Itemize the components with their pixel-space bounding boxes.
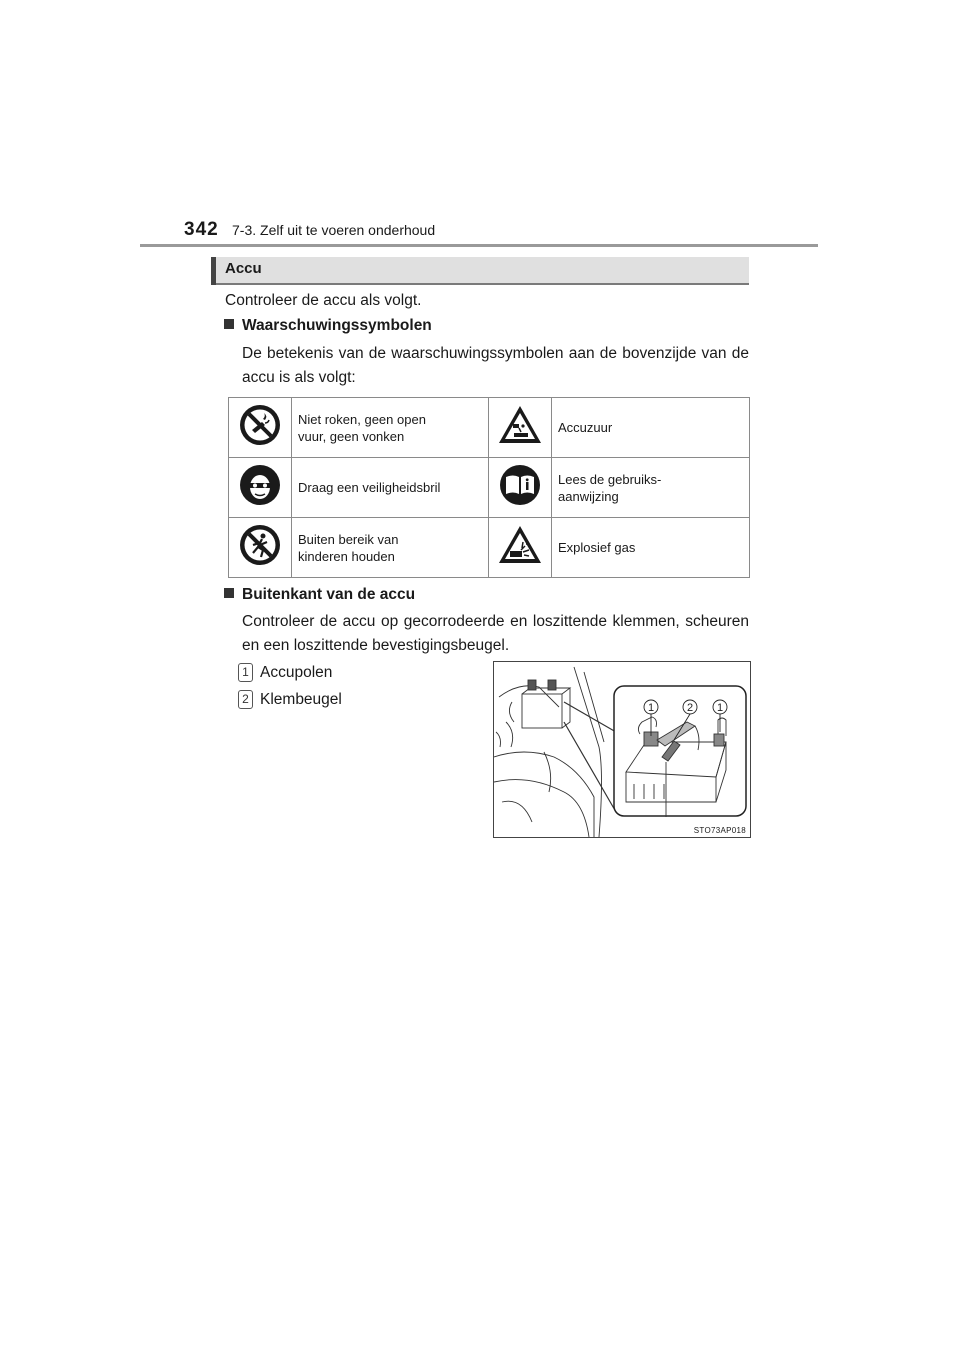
callout-2: 2 (686, 702, 694, 714)
symbol-label-cell (552, 398, 750, 458)
symbol-label-cell (292, 518, 489, 578)
section-title-bar (211, 257, 216, 285)
symbol-label: Explosief gas (558, 540, 636, 555)
warning-symbols-table (228, 397, 750, 578)
symbol-label: Niet roken, geen open vuur, geen vonken (298, 411, 426, 444)
warning-symbols-heading (224, 317, 432, 335)
intro-text: Controleer de accu als volgt. (225, 292, 422, 309)
table-row (229, 458, 750, 518)
symbol-cell (489, 518, 552, 578)
page-number: 342 (184, 219, 219, 240)
symbol-label-cell (292, 398, 489, 458)
symbol-label-cell (552, 518, 750, 578)
explosive-gas-icon (497, 524, 543, 566)
symbol-label: Lees de gebruiks- aanwijzing (558, 471, 662, 504)
no-smoking-icon (238, 403, 282, 447)
illustration-code: STO73AP018 (693, 826, 746, 835)
legend-number: 1 (238, 663, 253, 682)
section-reference: 7-3. Zelf uit te voeren onderhoud (232, 222, 436, 238)
table-row (229, 398, 750, 458)
bullet-square-icon (224, 588, 234, 598)
symbol-label: Draag een veiligheidsbril (298, 480, 441, 495)
symbol-cell (489, 458, 552, 518)
table-row (229, 518, 750, 578)
symbol-cell (229, 398, 292, 458)
battery-illustration (493, 661, 751, 838)
bullet-square-icon (224, 319, 234, 329)
symbol-cell (489, 398, 552, 458)
header-rule (140, 244, 818, 247)
section-title: Accu (225, 260, 262, 277)
keep-away-children-icon (238, 523, 282, 567)
callout-3: 1 (716, 702, 724, 714)
section-title-box (211, 257, 749, 285)
callout-1: 1 (647, 702, 655, 714)
symbol-label: Accuzuur (558, 420, 613, 435)
battery-exterior-heading-text: Buitenkant van de accu (242, 586, 416, 603)
symbol-label-cell (292, 458, 489, 518)
warning-symbols-heading-text: Waarschuwingssymbolen (242, 317, 432, 334)
engine-bay-drawing (494, 662, 750, 837)
legend-label: Klembeugel (260, 691, 342, 708)
legend-label: Accupolen (260, 664, 333, 681)
warning-symbols-description: De betekenis van de waarschuwingssymbolen aan de bovenzijde van de accu is als volgt: (242, 345, 749, 386)
legend-number: 2 (238, 690, 253, 709)
battery-exterior-heading (224, 586, 415, 604)
safety-goggles-icon (238, 463, 282, 507)
battery-acid-icon (497, 404, 543, 446)
battery-exterior-description: Controleer de accu op gecorrodeerde en loszittende klemmen, scheuren en een loszittende bevestigingsbeugel. (242, 613, 749, 654)
read-manual-icon (498, 463, 542, 507)
symbol-cell (229, 458, 292, 518)
symbol-label-cell (552, 458, 750, 518)
symbol-cell (229, 518, 292, 578)
symbol-label: Buiten bereik van kinderen houden (298, 531, 399, 564)
